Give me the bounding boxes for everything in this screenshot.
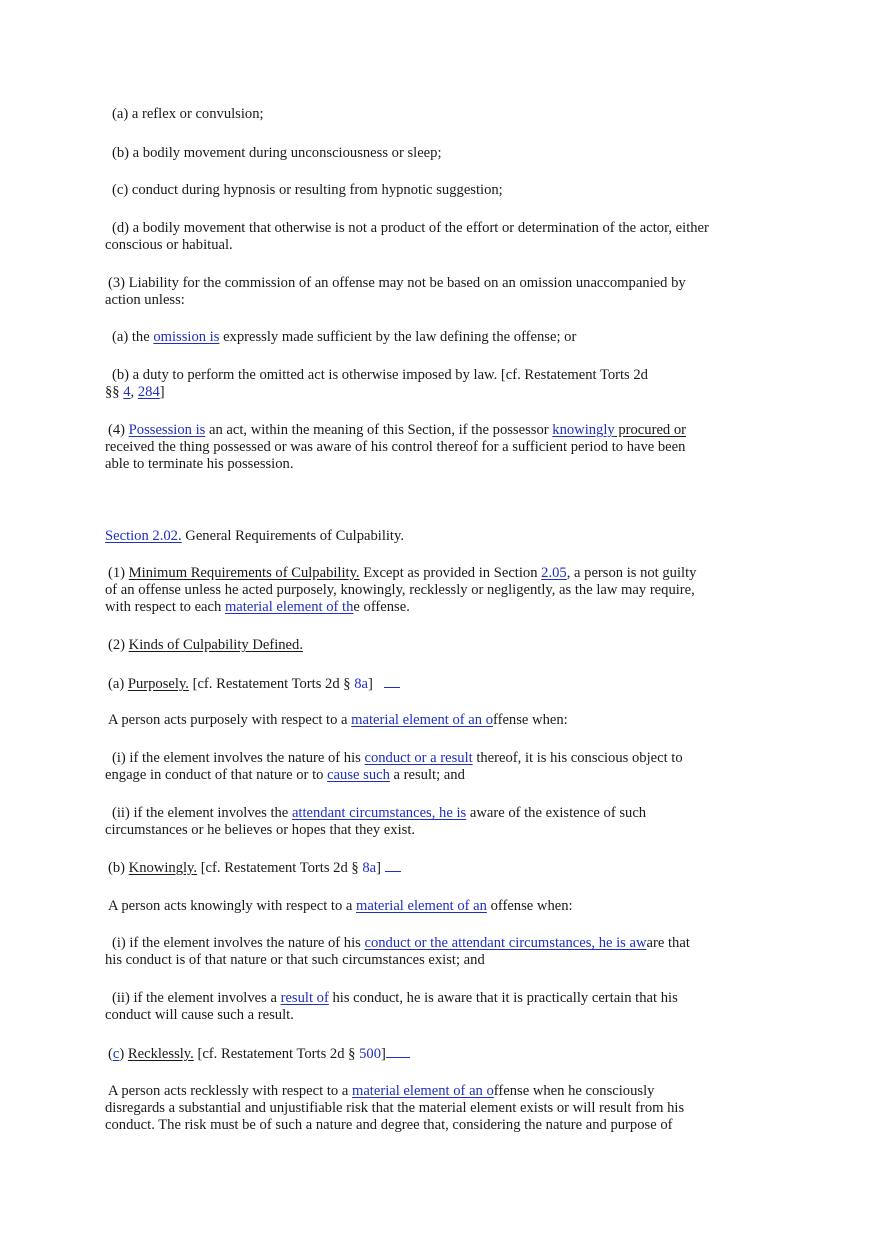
para-a-purposely: (a) Purposely. [cf. Restatement Torts 2d § 8a] xyxy=(108,675,748,693)
para-b-duty: (b) a duty to perform the omitted act is otherwise imposed by law. [cf. Restatement Torts 2d §§ 4, 284] xyxy=(105,367,648,400)
para-purposely-definition: A person acts purposely with respect to a material element of an offense when: xyxy=(108,712,568,728)
link-blank[interactable] xyxy=(384,675,400,688)
para-ii-result-of: (ii) if the element involves a result of his conduct, he is aware that it is practically certain that his conduct will cause such a result. xyxy=(105,990,678,1023)
link-blank[interactable] xyxy=(386,1045,410,1058)
para-2-kinds-of-culpability: (2) Kinds of Culpability Defined. xyxy=(108,637,303,653)
link-c[interactable]: c xyxy=(112,1046,120,1062)
link-section-4[interactable]: 4 xyxy=(123,384,131,400)
para-knowingly-definition: A person acts knowingly with respect to a material element of an offense when: xyxy=(108,898,573,914)
link-section-2-02[interactable]: Section 2.02. xyxy=(105,528,182,544)
link-material-element[interactable]: material element of th xyxy=(224,599,354,615)
link-section-2-05[interactable]: 2.05 xyxy=(541,565,567,581)
link-material-element-purposely[interactable]: material element of an o xyxy=(351,712,493,728)
para-3-liability: (3) Liability for the commission of an offense may not be based on an omission unaccompanied by action unless: xyxy=(105,275,686,308)
link-section-284[interactable]: 284 xyxy=(137,384,160,400)
para-i-knowingly-conduct: (i) if the element involves the nature of his conduct or the attendant circumstances, he is aware that his conduct is of that nature or that such circumstances exist; and xyxy=(105,935,690,968)
para-a-omission: (a) the omission is expressly made sufficient by the law defining the offense; or xyxy=(112,329,577,345)
link-material-element-recklessly[interactable]: material element of an o xyxy=(351,1083,494,1099)
para-recklessly-definition: A person acts recklessly with respect to a material element of an offense when he consciously disregards a substantial and unjustifiable risk that the material element exists or will result from his conduct. The risk must be of such a nature and degree that, considering the nature and purpose of xyxy=(105,1083,685,1133)
link-cause-such[interactable]: cause such xyxy=(327,767,390,783)
para-b-knowingly: (b) Knowingly. [cf. Restatement Torts 2d § 8a] xyxy=(108,859,748,877)
link-8a-purposely[interactable]: 8a xyxy=(354,676,369,692)
para-b-bodily-movement: (b) a bodily movement during unconsciousness or sleep; xyxy=(112,145,442,161)
link-possession[interactable]: Possession is xyxy=(128,422,206,438)
link-knowingly[interactable]: knowingly xyxy=(552,422,615,438)
link-conduct-or-result[interactable]: conduct or a result xyxy=(364,750,473,766)
link-conduct-attendant[interactable]: conduct or the attendant circumstances, he is aw xyxy=(364,935,647,951)
link-material-element-knowingly[interactable]: material element of an xyxy=(356,898,487,914)
link-8a-knowingly[interactable]: 8a xyxy=(362,860,377,876)
para-1-minimum-requirements: (1) Minimum Requirements of Culpability. Except as provided in Section 2.05, a person is not guilty of an offense unless he acted purposely, knowingly, recklessly or negligently, as the law may require, with respect to each material element of the offense. xyxy=(105,565,697,615)
link-blank[interactable] xyxy=(385,859,401,872)
link-attendant-circumstances[interactable]: attendant circumstances, he is xyxy=(291,805,467,821)
para-i-conduct-result: (i) if the element involves the nature of his conduct or a result thereof, it is his conscious object to engage in conduct of that nature or to cause such a result; and xyxy=(105,750,683,783)
para-4-possession: (4) Possession is an act, within the meaning of this Section, if the possessor knowingly procured or received the thing possessed or was aware of his control thereof for a sufficient period to have been able to terminate his possession. xyxy=(105,422,687,472)
section-2-02-heading: Section 2.02. General Requirements of Culpability. xyxy=(105,528,404,544)
para-c-hypnosis: (c) conduct during hypnosis or resulting from hypnotic suggestion; xyxy=(112,182,503,198)
link-result-of[interactable]: result of xyxy=(280,990,329,1006)
link-omission[interactable]: omission is xyxy=(153,329,220,345)
para-d-not-product: (d) a bodily movement that otherwise is not a product of the effort or determination of the actor, either conscious or habitual. xyxy=(105,220,709,253)
para-a-reflex: (a) a reflex or convulsion; xyxy=(112,106,264,122)
link-500[interactable]: 500 xyxy=(359,1046,381,1062)
para-c-recklessly: (c) Recklessly. [cf. Restatement Torts 2d § 500] xyxy=(108,1045,748,1063)
para-ii-attendant-circumstances: (ii) if the element involves the attendant circumstances, he is aware of the existence of such circumstances or he believes or hopes that they exist. xyxy=(105,805,647,838)
